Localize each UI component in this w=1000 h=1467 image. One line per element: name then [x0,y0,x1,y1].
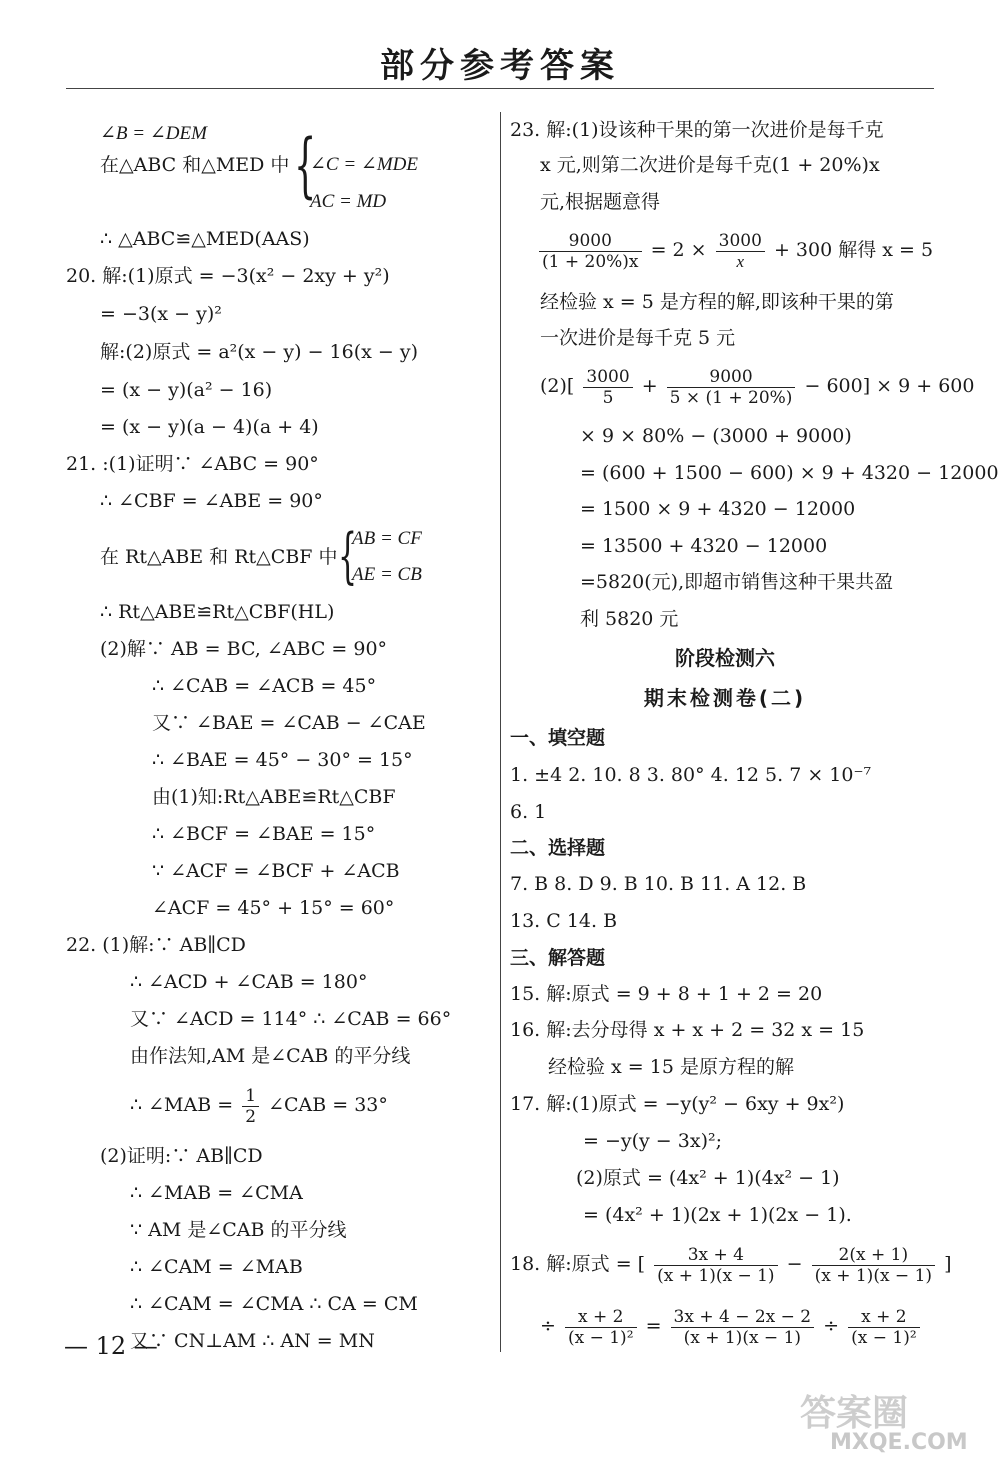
q19-prefix: 在△ABC 和△MED 中 [100,154,290,176]
q18b-frac1-num: x + 2 [565,1307,637,1328]
choice-answers-1: 7. B 8. D 9. B 10. B 11. A 12. B [510,873,807,895]
q21-prefix: 在 Rt△ABE 和 Rt△CBF 中 [100,546,338,568]
header-divider [66,88,934,89]
q19-system-line1: ∠B = ∠DEM [100,123,207,144]
watermark-logo: 答案圈 [800,1393,909,1434]
q23-eq-post: + 300 解得 x = 5 [773,239,934,261]
q18-pre: 18. 解:原式 = [ [510,1253,646,1275]
q23-part2 [540,360,975,412]
q23-line4: 经检验 x = 5 是方程的解,即该种干果的第 [540,291,894,313]
q23-part2-pre: (2)[ [540,375,575,397]
q23-line9: = 1500 × 9 + 4320 − 12000 [580,498,856,520]
q18b-eq: = [645,1315,662,1337]
q22-line5-pre: ∴ ∠MAB = [130,1094,234,1116]
heading-solutions: 三、解答题 [510,947,606,969]
q18b-frac2-den: (x + 1)(x − 1) [683,1327,802,1348]
q18b-frac3 [848,1307,920,1348]
q23-part2-frac1-num: 3000 [583,367,632,388]
q20-line4: = (x − y)(a² − 16) [100,379,273,401]
watermark-site: MXQE.COM [830,1430,968,1455]
q18b-frac2-num: 3x + 4 − 2x − 2 [671,1307,815,1328]
q21-line9: 由(1)知:Rt△ABE≌Rt△CBF [152,786,396,808]
q23-line12: 利 5820 元 [580,608,679,630]
q21-line12: ∠ACF = 45° + 15° = 60° [152,897,395,919]
q19-conclusion: ∴ △ABC≌△MED(AAS) [100,228,310,250]
q23-frac2-num: 3000 [716,231,765,252]
q23-part2-post: − 600] × 9 + 600 [804,375,975,397]
heading-choice: 二、选择题 [510,837,606,859]
q22-line3: 又∵ ∠ACD = 114° ∴ ∠CAB = 66° [130,1008,452,1030]
fraction-half [242,1086,259,1127]
fill-answers-2: 6. 1 [510,801,547,823]
q19-system-line3: AC = MD [310,191,387,212]
q20-line2: = −3(x − y)² [100,303,222,325]
q21-line11: ∵ ∠ACF = ∠BCF + ∠ACB [152,860,400,882]
q22-line9: ∴ ∠CAM = ∠MAB [130,1256,303,1278]
q21-line4: ∴ Rt△ABE≌Rt△CBF(HL) [100,601,335,623]
q15-line: 15. 解:原式 = 9 + 8 + 1 + 2 = 20 [510,983,823,1005]
q22-line5 [130,1080,388,1130]
q21-line7: 又∵ ∠BAE = ∠CAB − ∠CAE [152,712,426,734]
q18b-frac3-den: (x − 1)² [851,1327,917,1348]
q23-frac1 [539,231,642,272]
q23-part2-plus: + [641,375,658,397]
q22-line2: ∴ ∠ACD + ∠CAB = 180° [130,971,368,993]
q21-brace: { [338,521,358,591]
q23-equation [536,224,933,276]
q19-brace: { [294,124,317,206]
q18-close: ] [944,1253,952,1275]
q21-line2: ∴ ∠CBF = ∠ABE = 90° [100,490,323,512]
section-title: 阶段检测六 [675,646,775,670]
q18-minus: − [786,1253,803,1275]
choice-answers-2: 13. C 14. B [510,910,618,932]
q16-line1: 16. 解:去分母得 x + x + 2 = 32 x = 15 [510,1019,865,1041]
section-subtitle: 期末检测卷(二) [643,686,807,710]
q18b-div: ÷ [823,1315,840,1337]
q23-frac2-den: x [736,251,745,271]
q18-frac1-num: 3x + 4 [654,1245,777,1266]
q18-frac2-den: (x + 1)(x − 1) [814,1265,933,1286]
q23-line1: 23. 解:(1)设该种干果的第一次进价是每千克 [510,119,884,141]
fill-answers-1: 1. ±4 2. 10. 8 3. 80° 4. 12 5. 7 × 10⁻⁷ [510,764,872,786]
q20-line1: 20. 解:(1)原式 = −3(x² − 2xy + y²) [66,265,390,287]
q20-line3: 解:(2)原式 = a²(x − y) − 16(x − y) [100,341,418,363]
q23-eq-mid: = 2 × [650,239,707,261]
q18-frac1-den: (x + 1)(x − 1) [657,1265,775,1286]
q22-line1: 22. (1)解:∵ AB∥CD [66,934,246,956]
q21-line1: 21. :(1)证明∵ ∠ABC = 90° [66,453,319,475]
q21-system-line1: AB = CF [352,528,422,549]
q22-line5-post: ∠CAB = 33° [268,1094,388,1116]
q20-line5: = (x − y)(a − 4)(a + 4) [100,416,319,438]
heading-fill-in: 一、填空题 [510,727,606,749]
q17-line1: 17. 解:(1)原式 = −y(y² − 6xy + 9x²) [510,1093,845,1115]
q17-line4: = (4x² + 1)(2x + 1)(2x − 1). [583,1204,852,1226]
page-title: 部分参考答案 [380,46,620,86]
q18b-frac1-den: (x − 1)² [567,1327,634,1348]
q17-line2: = −y(y − 3x)²; [583,1130,722,1152]
q21-line6: ∴ ∠CAB = ∠ACB = 45° [152,675,377,697]
q23-line10: = 13500 + 4320 − 12000 [580,535,828,557]
q18-line1 [510,1238,952,1290]
q23-part2-frac1-den: 5 [602,387,614,408]
q23-line11: =5820(元),即超市销售这种干果共盈 [580,571,894,593]
q22-line7: ∴ ∠MAB = ∠CMA [130,1182,303,1204]
q23-part2-frac2-num: 9000 [667,367,796,388]
q21-line8: ∴ ∠BAE = 45° − 30° = 15° [152,749,413,771]
q18-frac2 [812,1245,935,1286]
q23-line2: x 元,则第二次进价是每千克(1 + 20%)x [540,154,880,176]
q21-system-line2: AE = CB [352,564,422,585]
q23-frac1-den: (1 + 20%)x [542,251,639,272]
q18b-frac1 [565,1307,637,1348]
q23-line3: 元,根据题意得 [540,191,661,213]
q18-line2 [540,1300,923,1352]
q18-frac2-num: 2(x + 1) [812,1245,935,1266]
q23-line5: 一次进价是每千克 5 元 [540,327,736,349]
page-number: — 12 — [64,1332,158,1360]
q23-part2-frac1 [583,367,632,408]
q19-system [100,153,289,177]
q21-line10: ∴ ∠BCF = ∠BAE = 15° [152,823,376,845]
q22-line8: ∵ AM 是∠CAB 的平分线 [130,1219,347,1241]
q23-frac1-num: 9000 [539,231,642,252]
q22-line10: ∴ ∠CAM = ∠CMA ∴ CA = CM [130,1293,418,1315]
q22-line11: 又∵ CN⊥AM ∴ AN = MN [130,1330,375,1352]
q19-system-line2: ∠C = ∠MDE [310,154,418,175]
q22-line4: 由作法知,AM 是∠CAB 的平分线 [130,1045,411,1067]
fraction-numerator: 1 [242,1086,259,1107]
q18b-pre: ÷ [540,1315,556,1337]
q21-line5: (2)解∵ AB = BC, ∠ABC = 90° [100,638,388,660]
q16-line2: 经检验 x = 15 是原方程的解 [548,1056,794,1078]
q23-part2-frac2 [667,367,796,408]
q17-line3: (2)原式 = (4x² + 1)(4x² − 1) [576,1167,840,1189]
q23-frac2 [716,231,765,272]
fraction-denominator: 2 [245,1106,257,1127]
q18b-frac3-num: x + 2 [848,1307,920,1328]
q23-part2-frac2-den: 5 × (1 + 20%) [669,387,793,408]
column-divider [500,112,501,1352]
q22-line6: (2)证明:∵ AB∥CD [100,1145,263,1167]
q23-line8: = (600 + 1500 − 600) × 9 + 4320 − 12000 [580,462,999,484]
q18-frac1 [654,1245,777,1286]
q23-line7: × 9 × 80% − (3000 + 9000) [580,425,852,447]
q18b-frac2 [671,1307,815,1348]
